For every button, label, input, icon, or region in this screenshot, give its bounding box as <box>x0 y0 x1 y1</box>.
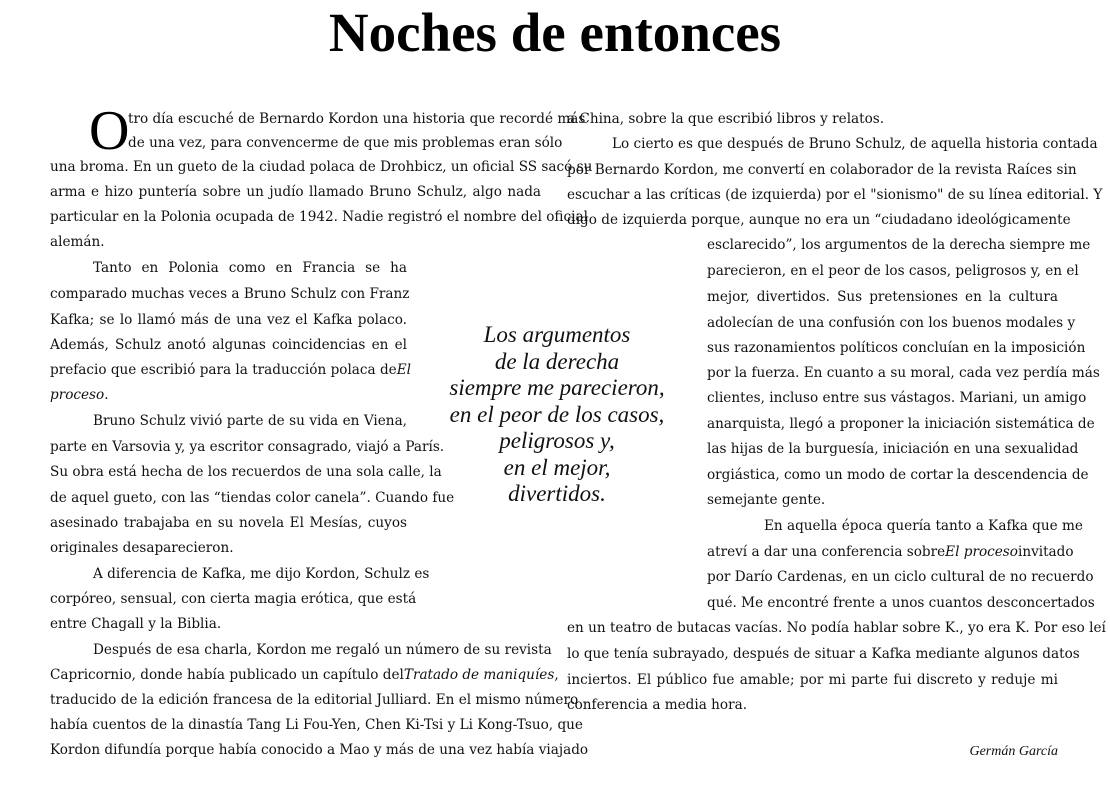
pull-quote <box>412 322 702 508</box>
text-line: A diferencia de Kafka, me dijo Kordon, Schulz es <box>93 566 430 582</box>
text-line: inciertos. El público fue amable; por mi parte fui discreto y reduje mi <box>567 672 1058 688</box>
text-line: lo que tenía subrayado, después de situar a Kafka mediante algunos datos <box>567 646 1080 662</box>
text-line: sus razonamientos políticos concluían en la imposición <box>707 340 1086 356</box>
book-title: Tratado de maniquíes <box>403 667 555 683</box>
text-line <box>50 362 411 378</box>
text-span: . <box>104 387 109 403</box>
text-line: Su obra está hecha de los recuerdos de una sola calle, la <box>50 464 442 480</box>
text-line: comparado muchas veces a Bruno Schulz con Franz <box>50 286 410 302</box>
text-line: Tanto en Polonia como en Francia se ha <box>93 260 407 276</box>
book-title: El <box>396 362 411 378</box>
text-line: a China, sobre la que escribió libros y relatos. <box>567 111 885 127</box>
text-span: Capricornio, donde había publicado un capítulo del <box>50 667 404 683</box>
text-line: clientes, incluso entre sus vástagos. Mariani, un amigo <box>707 390 1087 406</box>
text-line: por Bernardo Kordon, me convertí en colaborador de la revista Raíces sin <box>567 162 1077 178</box>
text-line: por Darío Cardenas, en un ciclo cultural de no recuerdo <box>707 569 1094 585</box>
text-line: arma e hizo puntería sobre un judío llamado Bruno Schulz, algo nada <box>50 184 541 200</box>
text-line <box>50 387 109 403</box>
text-line: semejante gente. <box>707 492 826 508</box>
pull-quote-line: Los argumentos <box>483 322 631 347</box>
text-line: Bruno Schulz vivió parte de su vida en Viena, <box>93 413 407 429</box>
text-span: prefacio que escribió para la traducción polaca de <box>50 362 397 378</box>
text-line: las hijas de la burguesía, iniciación en una sexualidad <box>707 441 1079 457</box>
text-line: en un teatro de butacas vacías. No podía hablar sobre K., yo era K. Por eso leí <box>567 620 1106 636</box>
text-span: atreví a dar una conferencia sobre <box>707 544 946 560</box>
text-line: escuchar a las críticas (de izquierda) por el "sionismo" de su línea editorial. Y <box>567 187 1103 203</box>
book-title: proceso <box>50 387 105 403</box>
text-line: esclarecido”, los argumentos de la derecha siempre me <box>707 237 1091 253</box>
text-line: traducido de la edición francesa de la editorial Julliard. En el mismo número <box>50 692 579 708</box>
text-line: digo de izquierda porque, aunque no era un “ciudadano ideológicamente <box>567 212 1071 228</box>
text-line: adolecían de una confusión con los buenos modales y <box>707 315 1076 331</box>
text-line: entre Chagall y la Biblia. <box>50 616 222 632</box>
book-title: El proceso <box>945 544 1018 560</box>
text-span <box>404 667 559 683</box>
text-line: mejor, divertidos. Sus pretensiones en la cultura <box>707 289 1058 305</box>
pull-quote-line: divertidos. <box>508 481 606 506</box>
text-line: alemán. <box>50 234 105 250</box>
text-line: de una vez, para convencerme de que mis problemas eran sólo <box>128 135 563 151</box>
pull-quote-line: peligrosos y, <box>499 428 615 453</box>
pull-quote-line: en el mejor, <box>503 454 611 480</box>
text-span: , <box>554 667 559 683</box>
text-line: tro día escuché de Bernardo Kordon una historia que recordé más <box>128 111 586 127</box>
text-line: parte en Varsovia y, ya escritor consagrado, viajó a París. <box>50 439 445 455</box>
article-title: Noches de entonces <box>328 2 782 63</box>
author-signature: Germán García <box>969 744 1058 759</box>
text-line: conferencia a media hora. <box>567 697 748 713</box>
text-line: Además, Schulz anotó algunas coincidencias en el <box>50 337 407 353</box>
drop-cap: O <box>89 100 130 162</box>
text-line: Kordon difundía porque había conocido a Mao y más de una vez había viajado <box>50 742 589 758</box>
text-line: Kafka; se lo llamó más de una vez el Kafka polaco. <box>50 312 407 328</box>
text-line: particular en la Polonia ocupada de 1942. Nadie registró el nombre del oficial <box>50 209 588 225</box>
text-line: por la fuerza. En cuanto a su moral, cada vez perdía más <box>707 365 1100 381</box>
text-line: había cuentos de la dinastía Tang Li Fou-Yen, Chen Ki-Tsi y Li Kong-Tsuo, que <box>50 717 583 733</box>
text-line: Lo cierto es que después de Bruno Schulz, de aquella historia contada <box>612 136 1098 152</box>
text-line: qué. Me encontré frente a unos cuantos desconcertados <box>707 595 1095 611</box>
text-line: Después de esa charla, Kordon me regaló un número de su revista <box>93 642 552 658</box>
text-line: originales desaparecieron. <box>50 540 234 556</box>
text-line: asesinado trabajaba en su novela El Mesías, cuyos <box>50 515 407 531</box>
pull-quote-line: siempre me parecieron, <box>449 375 665 400</box>
text-line <box>707 544 1074 560</box>
text-line: orgiástica, como un modo de cortar la descendencia de <box>707 467 1089 483</box>
text-span: invitado <box>1017 544 1074 560</box>
text-line: de aquel gueto, con las “tiendas color canela”. Cuando fue <box>50 490 455 506</box>
text-line <box>50 667 559 683</box>
pull-quote-line: en el peor de los casos, <box>449 401 665 427</box>
pull-quote-line: de la derecha <box>494 348 620 374</box>
text-line: parecieron, en el peor de los casos, peligrosos y, en el <box>707 263 1079 279</box>
text-line: corpóreo, sensual, con cierta magia erótica, que está <box>50 591 417 607</box>
text-line: una broma. En un gueto de la ciudad polaca de Drohbicz, un oficial SS sacó su <box>50 159 593 175</box>
text-line: En aquella época quería tanto a Kafka que me <box>764 518 1083 534</box>
text-line: anarquista, llegó a proponer la iniciación sistemática de <box>707 416 1095 432</box>
